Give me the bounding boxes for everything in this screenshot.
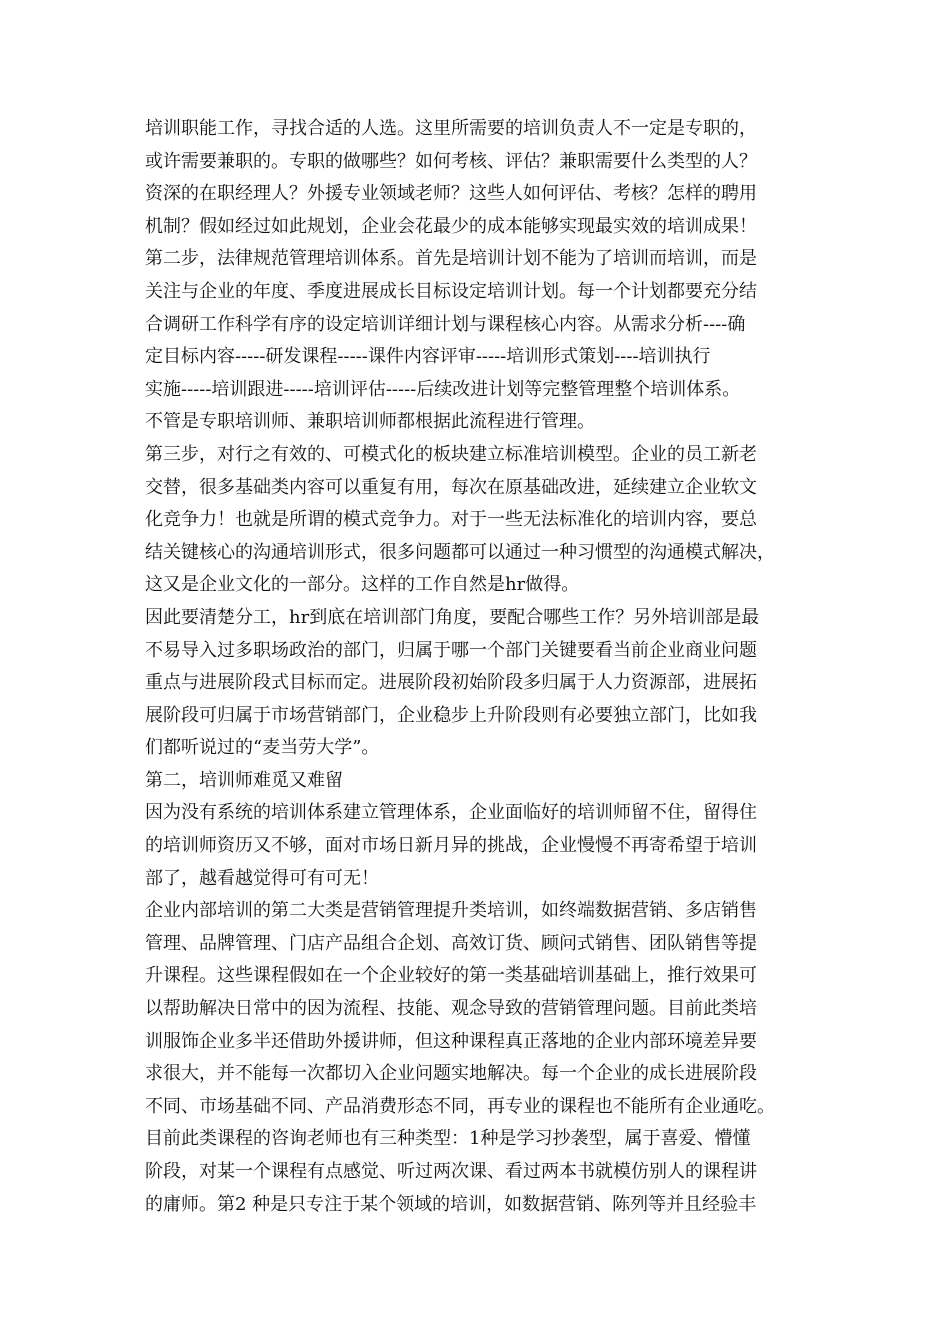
text-line: 合调研工作科学有序的设定培训详细计划与课程核心内容。从需求分析----确 [145,313,746,335]
text-line: 培训职能工作，寻找合适的人选。这里所需要的培训负责人不一定是专职的， [145,118,757,139]
text-line: 重点与进展阶段式目标而定。进展阶段初始阶段多归属于人力资源部，进展拓 [145,672,757,694]
text-line: 或许需要兼职的。专职的做哪些？如何考核、评估？兼职需要什么类型的人？ [145,150,757,172]
text-line: 以帮助解决日常中的因为流程、技能、观念导致的营销管理问题。目前此类培 [145,998,757,1020]
body-text [145,113,825,1221]
text-line: 管理、品牌管理、门店产品组合企划、高效订货、顾问式销售、团队销售等提 [145,932,757,954]
text-line: 第三步，对行之有效的、可模式化的板块建立标准培训模型。企业的员工新老 [145,443,757,465]
text-line: 结关键核心的沟通培训形式，很多问题都可以通过一种习惯型的沟通模式解决， [145,541,775,563]
text-line: 求很大，并不能每一次都切入企业问题实地解决。每一个企业的成长进展阶段 [145,1063,757,1085]
text-line: 关注与企业的年度、季度进展成长目标设定培训计划。每一个计划都要充分结 [145,280,757,302]
text-line: 的培训师资历又不够，面对市场日新月异的挑战，企业慢慢不再寄希望于培训 [145,835,757,857]
text-line: 不管是专职培训师、兼职培训师都根据此流程进行管理。 [145,411,595,433]
text-line: 的庸师。第2 种是只专注于某个领域的培训，如数据营销、陈列等并且经验丰 [145,1193,757,1215]
text-line: 定目标内容-----研发课程-----课件内容评审-----培训形式策划----培训执行 [145,346,711,368]
text-line: 资深的在职经理人？外援专业领域老师？这些人如何评估、考核？怎样的聘用 [145,183,757,205]
text-line: 第二步，法律规范管理培训体系。首先是培训计划不能为了培训而培训，而是 [145,248,757,270]
text-line: 这又是企业文化的一部分。这样的工作自然是hr做得。 [145,574,580,596]
text-line: 们都听说过的“麦当劳大学”。 [145,737,380,759]
text-line: 不同、市场基础不同、产品消费形态不同，再专业的课程也不能所有企业通吃。 [145,1095,775,1117]
text-line: 化竞争力！也就是所谓的模式竞争力。对于一些无法标准化的培训内容，要总 [145,509,757,531]
text-line: 不易导入过多职场政治的部门，归属于哪一个部门关键要看当前企业商业问题 [145,639,757,661]
section-heading: 第二，培训师难觅又难留 [145,769,343,791]
text-line: 训服饰企业多半还借助外援讲师，但这种课程真正落地的企业内部环境差异要 [145,1030,757,1052]
text-line: 因此要清楚分工，hr到底在培训部门角度，要配合哪些工作？另外培训部是最 [145,606,760,628]
text-line: 阶段，对某一个课程有点感觉、听过两次课、看过两本书就模仿别人的课程讲 [145,1161,757,1182]
text-line: 目前此类课程的咨询老师也有三种类型：1种是学习抄袭型，属于喜爱、懵懂 [145,1128,751,1150]
text-line: 实施-----培训跟进-----培训评估-----后续改进计划等完整管理整个培训体系。 [145,378,741,400]
text-line: 部了，越看越觉得可有可无！ [145,867,379,889]
text-line: 升课程。这些课程假如在一个企业较好的第一类基础培训基础上，推行效果可 [145,965,757,987]
text-line: 因为没有系统的培训体系建立管理体系，企业面临好的培训师留不住，留得住 [145,802,757,824]
text-line: 企业内部培训的第二大类是营销管理提升类培训，如终端数据营销、多店销售 [145,900,757,922]
text-line: 交替，很多基础类内容可以重复有用，每次在原基础改进，延续建立企业软文 [145,476,757,498]
text-line: 机制？假如经过如此规划，企业会花最少的成本能够实现最实效的培训成果！ [145,215,757,237]
text-line: 展阶段可归属于市场营销部门，企业稳步上升阶段则有必要独立部门，比如我 [145,704,757,726]
